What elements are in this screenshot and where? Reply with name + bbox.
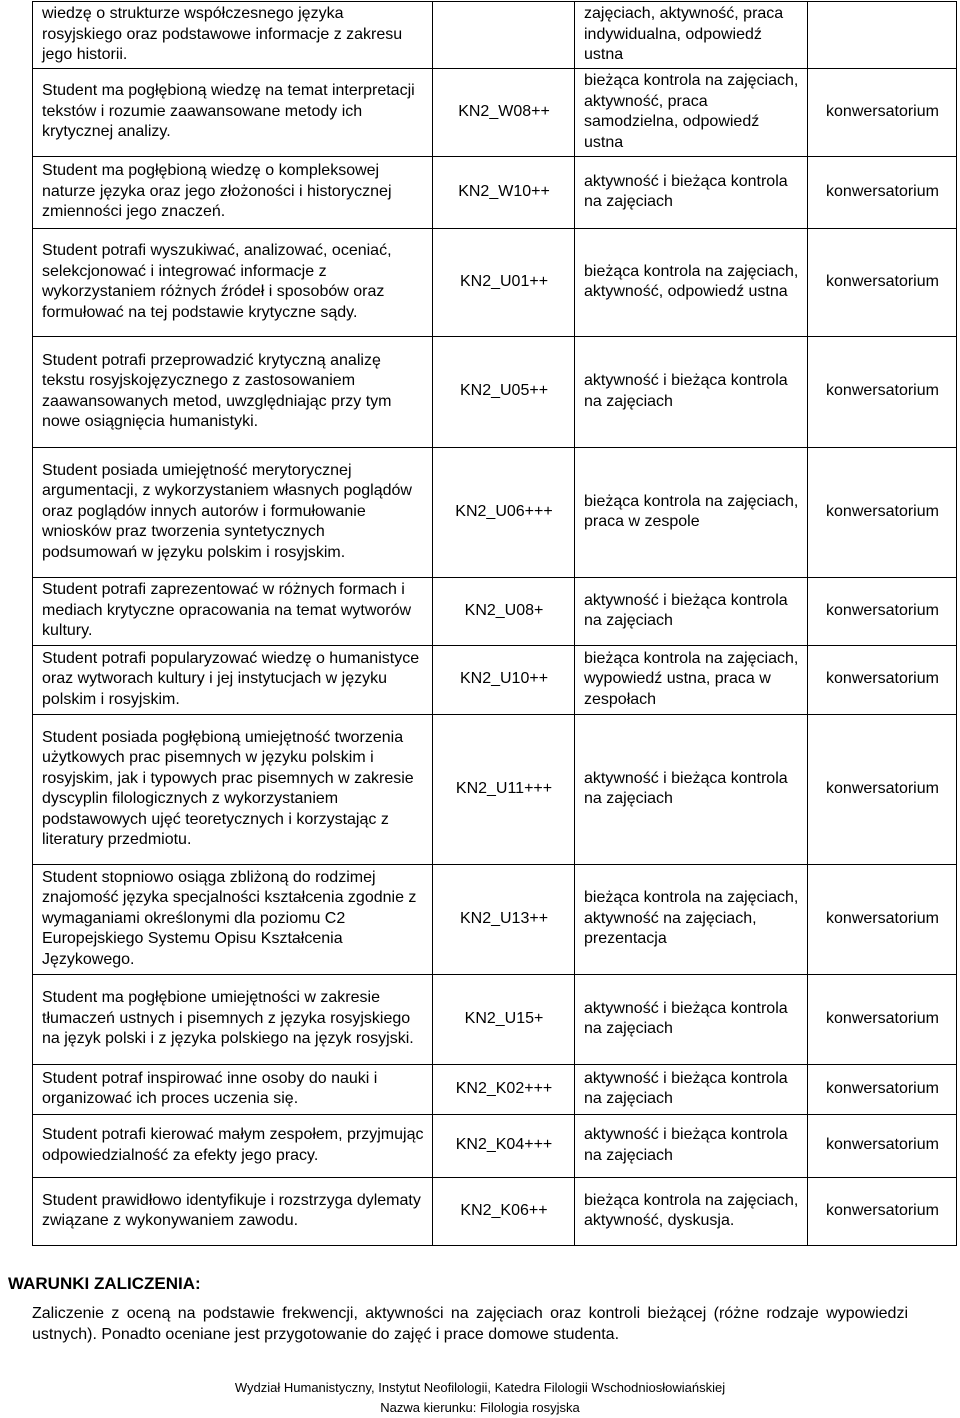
verification-method: aktywność i bieżąca kontrola na zajęciach (575, 156, 808, 228)
outcome-description: Student potrafi wyszukiwać, analizować, oceniać, selekcjonować i integrować informacje z wykorzystaniem różnych źródeł i sposobów oraz formułować na tej podstawie krytyczne sądy. (33, 228, 433, 336)
outcome-code: KN2_U05++ (433, 336, 575, 447)
conditions-text: Zaliczenie z oceną na podstawie frekwencji, aktywności na zajęciach oraz kontroli bieżącej (różne rodzaje wypowiedzi ustnych). Ponadto oceniane jest przygotowanie do zajęć i prace domowe studenta. (32, 1305, 908, 1343)
class-form: konwersatorium (808, 645, 957, 714)
table-row (33, 1114, 957, 1177)
verification-method: bieżąca kontrola na zajęciach, aktywność na zajęciach, prezentacja (575, 864, 808, 974)
outcome-description: Student potrafi przeprowadzić krytyczną analizę tekstu rosyjskojęzycznego z zastosowaniem zaawansowanych metod, uwzględniając przy tym nowe osiągnięcia humanistyki. (33, 336, 433, 447)
table-row (33, 577, 957, 645)
outcome-code: KN2_K06++ (433, 1177, 575, 1245)
conditions-heading: WARUNKI ZALICZENIA: (8, 1274, 201, 1293)
table-row (33, 68, 957, 156)
class-form: konwersatorium (808, 974, 957, 1064)
outcome-code: KN2_U06+++ (433, 447, 575, 577)
outcome-description: wiedzę o strukturze współczesnego języka rosyjskiego oraz podstawowe informacje z zakresu jego historii. (33, 2, 433, 69)
verification-method: aktywność i bieżąca kontrola na zajęciach (575, 577, 808, 645)
verification-method: bieżąca kontrola na zajęciach, aktywność, praca samodzielna, odpowiedź ustna (575, 68, 808, 156)
footer-field: Nazwa kierunku: Filologia rosyjska (380, 1400, 580, 1415)
table-row (33, 645, 957, 714)
verification-method: aktywność i bieżąca kontrola na zajęciach (575, 336, 808, 447)
outcome-description: Student ma pogłębione umiejętności w zakresie tłumaczeń ustnych i pisemnych z języka rosyjskiego na język polski i z języka polskiego na język rosyjski. (33, 974, 433, 1064)
table-row (33, 228, 957, 336)
class-form: konwersatorium (808, 577, 957, 645)
class-form: konwersatorium (808, 447, 957, 577)
table-body (33, 2, 957, 1246)
outcome-code: KN2_U11+++ (433, 714, 575, 864)
class-form: konwersatorium (808, 1177, 957, 1245)
outcome-code: KN2_U13++ (433, 864, 575, 974)
learning-outcomes-table (32, 1, 957, 1246)
table-row (33, 714, 957, 864)
outcome-description: Student potrafi zaprezentować w różnych formach i mediach krytyczne opracowania na temat wytworów kultury. (33, 577, 433, 645)
class-form: konwersatorium (808, 1114, 957, 1177)
outcome-description: Student potraf inspirować inne osoby do nauki i organizować ich proces uczenia się. (33, 1064, 433, 1114)
outcome-code: KN2_W10++ (433, 156, 575, 228)
outcome-code: KN2_U15+ (433, 974, 575, 1064)
page-footer (0, 1378, 960, 1418)
outcome-description: Student prawidłowo identyfikuje i rozstrzyga dylematy związane z wykonywaniem zawodu. (33, 1177, 433, 1245)
outcome-code: KN2_K02+++ (433, 1064, 575, 1114)
table-row (33, 2, 957, 69)
outcome-description: Student ma pogłębioną wiedzę o kompleksowej naturze języka oraz jego złożoności i historycznej zmienności jego znaczeń. (33, 156, 433, 228)
verification-method: bieżąca kontrola na zajęciach, wypowiedź ustna, praca w zespołach (575, 645, 808, 714)
table-row (33, 864, 957, 974)
table-row (33, 336, 957, 447)
class-form (808, 2, 957, 69)
class-form: konwersatorium (808, 864, 957, 974)
footer-faculty: Wydział Humanistyczny, Instytut Neofilologii, Katedra Filologii Wschodniosłowiańskiej (234, 1380, 726, 1395)
class-form: konwersatorium (808, 1064, 957, 1114)
verification-method: aktywność i bieżąca kontrola na zajęciach (575, 1064, 808, 1114)
verification-method: aktywność i bieżąca kontrola na zajęciach (575, 1114, 808, 1177)
verification-method: bieżąca kontrola na zajęciach, aktywność, odpowiedź ustna (575, 228, 808, 336)
outcome-code (433, 2, 575, 69)
table-row (33, 156, 957, 228)
outcome-code: KN2_U08+ (433, 577, 575, 645)
verification-method: aktywność i bieżąca kontrola na zajęciach (575, 974, 808, 1064)
table-row (33, 447, 957, 577)
verification-method: bieżąca kontrola na zajęciach, aktywność, dyskusja. (575, 1177, 808, 1245)
class-form: konwersatorium (808, 68, 957, 156)
outcome-description: Student stopniowo osiąga zbliżoną do rodzimej znajomość języka specjalności kształcenia zgodnie z wymaganiami określonymi dla poziomu C2 Europejskiego Systemu Opisu Kształcenia Językowego. (33, 864, 433, 974)
verification-method: bieżąca kontrola na zajęciach, praca w zespole (575, 447, 808, 577)
verification-method: aktywność i bieżąca kontrola na zajęciach (575, 714, 808, 864)
class-form: konwersatorium (808, 714, 957, 864)
outcome-description: Student potrafi kierować małym zespołem, przyjmując odpowiedzialność za efekty jego pracy. (33, 1114, 433, 1177)
class-form: konwersatorium (808, 228, 957, 336)
table-row (33, 974, 957, 1064)
class-form: konwersatorium (808, 156, 957, 228)
outcome-code: KN2_W08++ (433, 68, 575, 156)
verification-method: zajęciach, aktywność, praca indywidualna, odpowiedź ustna (575, 2, 808, 69)
outcome-description: Student posiada pogłębioną umiejętność tworzenia użytkowych prac pisemnych w języku polskim i rosyjskim, jak i typowych prac pisemnych w zakresie dyscyplin filologicznych z wykorzystaniem podstawowych ujęć teoretycznych i korzystając z literatury przedmiotu. (33, 714, 433, 864)
table-row (33, 1177, 957, 1245)
outcome-description: Student ma pogłębioną wiedzę na temat interpretacji tekstów i rozumie zaawansowane metody ich krytycznej analizy. (33, 68, 433, 156)
outcome-description: Student potrafi popularyzować wiedzę o humanistyce oraz wytworach kultury i jej instytucjach w języku polskim i rosyjskim. (33, 645, 433, 714)
outcome-description: Student posiada umiejętność merytorycznej argumentacji, z wykorzystaniem własnych poglądów oraz poglądów innych autorów i formułowanie wniosków praz tworzenia syntetycznych podsumowań w języku polskim i rosyjskim. (33, 447, 433, 577)
class-form: konwersatorium (808, 336, 957, 447)
table-row (33, 1064, 957, 1114)
outcome-code: KN2_U01++ (433, 228, 575, 336)
outcome-code: KN2_K04+++ (433, 1114, 575, 1177)
outcome-code: KN2_U10++ (433, 645, 575, 714)
